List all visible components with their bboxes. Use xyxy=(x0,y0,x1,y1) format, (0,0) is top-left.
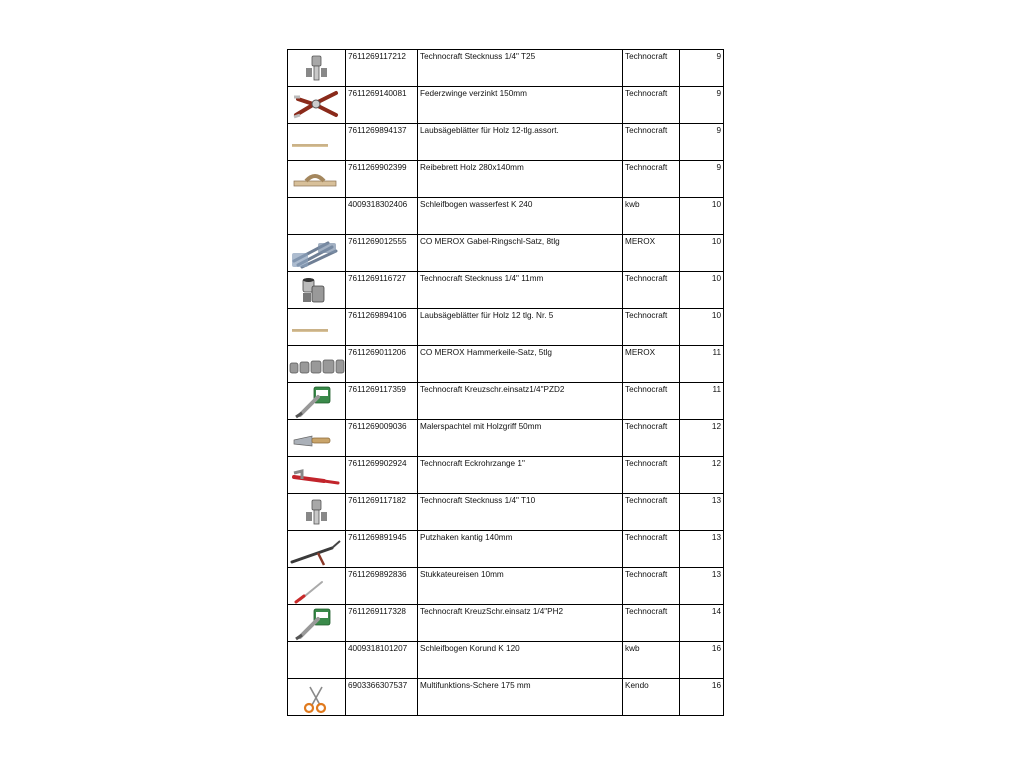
product-image-cell xyxy=(288,679,346,716)
table-row xyxy=(288,457,724,494)
socket-bit-icon xyxy=(288,494,345,530)
product-name-text: Reibebrett Holz 280x140mm xyxy=(420,163,524,172)
product-name-cell xyxy=(418,679,623,716)
quantity-cell xyxy=(680,235,724,272)
brand-cell xyxy=(623,605,680,642)
brand-cell xyxy=(623,679,680,716)
product-name-cell xyxy=(418,457,623,494)
quantity-cell xyxy=(680,346,724,383)
product-name-cell xyxy=(418,346,623,383)
product-image-cell xyxy=(288,494,346,531)
product-name-cell xyxy=(418,235,623,272)
ean-text: 7611269892836 xyxy=(348,570,407,579)
brand-text: Technocraft xyxy=(625,422,668,431)
ean-cell xyxy=(346,161,418,198)
quantity-cell xyxy=(680,198,724,235)
table-row xyxy=(288,87,724,124)
brand-cell xyxy=(623,309,680,346)
socket-icon xyxy=(288,272,345,308)
brand-text: Technocraft xyxy=(625,570,668,579)
product-image-cell xyxy=(288,124,346,161)
product-name-text: Technocraft KreuzSchr.einsatz 1/4"PH2 xyxy=(420,607,564,616)
saw-blade-icon xyxy=(288,309,345,345)
table-row xyxy=(288,642,724,679)
product-name-text: Federzwinge verzinkt 150mm xyxy=(420,89,527,98)
product-name-cell xyxy=(418,383,623,420)
socket-bit-icon xyxy=(288,50,345,86)
screwdriver-bit-icon xyxy=(288,383,345,419)
quantity-cell xyxy=(680,457,724,494)
table-row xyxy=(288,198,724,235)
quantity-text: 10 xyxy=(711,200,721,209)
brand-cell xyxy=(623,346,680,383)
quantity-text: 13 xyxy=(711,570,721,579)
brand-text: Kendo xyxy=(625,681,649,690)
quantity-text: 11 xyxy=(712,385,721,394)
table-row xyxy=(288,605,724,642)
ean-text: 7611269894106 xyxy=(348,311,407,320)
brand-text: MEROX xyxy=(625,237,656,246)
ean-text: 7611269012555 xyxy=(348,237,407,246)
product-name-cell xyxy=(418,272,623,309)
quantity-cell xyxy=(680,272,724,309)
quantity-cell xyxy=(680,531,724,568)
product-name-cell xyxy=(418,605,623,642)
quantity-cell xyxy=(680,161,724,198)
product-name-text: Laubsägeblätter für Holz 12-tlg.assort. xyxy=(420,126,559,135)
quantity-text: 9 xyxy=(716,126,721,135)
quantity-cell xyxy=(680,124,724,161)
product-name-text: CO MEROX Hammerkeile-Satz, 5tlg xyxy=(420,348,552,357)
quantity-cell xyxy=(680,87,724,124)
ean-text: 7611269117182 xyxy=(348,496,406,505)
product-name-text: Technocraft Kreuzschr.einsatz1/4"PZD2 xyxy=(420,385,565,394)
ean-cell xyxy=(346,568,418,605)
product-image-cell xyxy=(288,235,346,272)
brand-cell xyxy=(623,642,680,679)
ean-cell xyxy=(346,50,418,87)
table-row xyxy=(288,420,724,457)
product-image-cell xyxy=(288,642,346,679)
table-row xyxy=(288,124,724,161)
saw-blade-icon xyxy=(288,124,345,160)
ean-text: 6903366307537 xyxy=(348,681,408,690)
ean-cell xyxy=(346,272,418,309)
brand-text: MEROX xyxy=(625,348,656,357)
ean-cell xyxy=(346,605,418,642)
ean-cell xyxy=(346,346,418,383)
quantity-text: 10 xyxy=(711,311,721,320)
product-name-cell xyxy=(418,50,623,87)
table-row xyxy=(288,346,724,383)
quantity-text: 13 xyxy=(711,533,721,542)
brand-cell xyxy=(623,87,680,124)
quantity-cell xyxy=(680,383,724,420)
product-name-text: CO MEROX Gabel-Ringschl-Satz, 8tlg xyxy=(420,237,560,246)
quantity-cell xyxy=(680,605,724,642)
float-board-icon xyxy=(288,161,345,197)
ean-cell xyxy=(346,124,418,161)
product-name-text: Technocraft Stecknuss 1/4" T25 xyxy=(420,52,536,61)
ean-cell xyxy=(346,494,418,531)
ean-text: 7611269891945 xyxy=(348,533,407,542)
table-row xyxy=(288,383,724,420)
cleaning-hook-icon xyxy=(288,531,345,567)
product-name-text: Laubsägeblätter für Holz 12 tlg. Nr. 5 xyxy=(420,311,554,320)
product-image-cell xyxy=(288,568,346,605)
brand-text: Technocraft xyxy=(625,607,668,616)
putty-knife-icon xyxy=(288,420,345,456)
product-name-text: Technocraft Stecknuss 1/4" 11mm xyxy=(420,274,544,283)
ean-text: 7611269140081 xyxy=(348,89,407,98)
ean-text: 7611269011206 xyxy=(348,348,406,357)
table-row xyxy=(288,568,724,605)
table-row xyxy=(288,679,724,716)
wrench-set-icon xyxy=(288,235,345,271)
ean-text: 4009318101207 xyxy=(348,644,408,653)
quantity-cell xyxy=(680,642,724,679)
brand-text: Technocraft xyxy=(625,385,668,394)
quantity-cell xyxy=(680,50,724,87)
product-image-cell xyxy=(288,457,346,494)
product-image-cell xyxy=(288,309,346,346)
product-name-text: Putzhaken kantig 140mm xyxy=(420,533,513,542)
ean-text: 7611269116727 xyxy=(348,274,406,283)
ean-text: 7611269902924 xyxy=(348,459,407,468)
brand-cell xyxy=(623,235,680,272)
table-row xyxy=(288,272,724,309)
product-name-text: Technocraft Stecknuss 1/4" T10 xyxy=(420,496,536,505)
quantity-text: 10 xyxy=(711,274,721,283)
ean-cell xyxy=(346,309,418,346)
brand-cell xyxy=(623,124,680,161)
product-name-cell xyxy=(418,531,623,568)
ean-cell xyxy=(346,198,418,235)
brand-cell xyxy=(623,198,680,235)
table-row xyxy=(288,494,724,531)
ean-text: 7611269117328 xyxy=(348,607,406,616)
product-name-text: Stukkateureisen 10mm xyxy=(420,570,504,579)
product-image-cell xyxy=(288,605,346,642)
brand-cell xyxy=(623,457,680,494)
brand-cell xyxy=(623,161,680,198)
product-image-cell xyxy=(288,383,346,420)
product-image-cell xyxy=(288,87,346,124)
ean-cell xyxy=(346,531,418,568)
quantity-cell xyxy=(680,420,724,457)
product-name-cell xyxy=(418,161,623,198)
quantity-text: 9 xyxy=(716,89,721,98)
product-name-text: Technocraft Eckrohrzange 1" xyxy=(420,459,525,468)
brand-cell xyxy=(623,383,680,420)
product-name-cell xyxy=(418,124,623,161)
table-row xyxy=(288,235,724,272)
quantity-cell xyxy=(680,568,724,605)
product-name-cell xyxy=(418,420,623,457)
brand-cell xyxy=(623,272,680,309)
ean-cell xyxy=(346,457,418,494)
ean-text: 7611269117359 xyxy=(348,385,406,394)
plaster-tool-icon xyxy=(288,568,345,604)
product-name-cell xyxy=(418,494,623,531)
brand-text: kwb xyxy=(625,644,640,653)
quantity-text: 11 xyxy=(712,348,721,357)
table-row xyxy=(288,531,724,568)
brand-cell xyxy=(623,531,680,568)
product-image-cell xyxy=(288,346,346,383)
ean-cell xyxy=(346,642,418,679)
quantity-cell xyxy=(680,309,724,346)
product-image-cell xyxy=(288,161,346,198)
ean-text: 7611269902399 xyxy=(348,163,407,172)
brand-cell xyxy=(623,420,680,457)
brand-text: Technocraft xyxy=(625,163,668,172)
product-name-cell xyxy=(418,87,623,124)
product-name-text: Schleifbogen Korund K 120 xyxy=(420,644,520,653)
product-image-cell xyxy=(288,198,346,235)
quantity-cell xyxy=(680,679,724,716)
brand-text: Technocraft xyxy=(625,311,668,320)
product-name-text: Schleifbogen wasserfest K 240 xyxy=(420,200,533,209)
spring-clamp-icon xyxy=(288,87,345,123)
brand-text: Technocraft xyxy=(625,459,668,468)
ean-text: 7611269117212 xyxy=(348,52,406,61)
brand-text: Technocraft xyxy=(625,126,668,135)
brand-text: kwb xyxy=(625,200,640,209)
pipe-wrench-icon xyxy=(288,457,345,493)
wedge-set-icon xyxy=(288,346,345,382)
quantity-text: 9 xyxy=(716,52,721,61)
ean-cell xyxy=(346,383,418,420)
brand-cell xyxy=(623,494,680,531)
product-name-cell xyxy=(418,568,623,605)
quantity-text: 10 xyxy=(711,237,721,246)
quantity-text: 14 xyxy=(711,607,721,616)
product-image-cell xyxy=(288,420,346,457)
product-name-text: Multifunktions-Schere 175 mm xyxy=(420,681,531,690)
table-row xyxy=(288,50,724,87)
table-row xyxy=(288,309,724,346)
product-name-text: Malerspachtel mit Holzgriff 50mm xyxy=(420,422,542,431)
ean-text: 4009318302406 xyxy=(348,200,408,209)
quantity-text: 16 xyxy=(711,681,721,690)
inventory-table-body xyxy=(288,50,724,716)
product-image-cell xyxy=(288,272,346,309)
ean-cell xyxy=(346,87,418,124)
ean-text: 7611269894137 xyxy=(348,126,407,135)
quantity-text: 12 xyxy=(711,459,721,468)
product-name-cell xyxy=(418,642,623,679)
inventory-table xyxy=(287,49,724,716)
brand-text: Technocraft xyxy=(625,89,668,98)
quantity-text: 9 xyxy=(716,163,721,172)
scissors-icon xyxy=(288,679,345,715)
table-row xyxy=(288,161,724,198)
screwdriver-bit-icon xyxy=(288,605,345,641)
ean-cell xyxy=(346,679,418,716)
product-name-cell xyxy=(418,198,623,235)
quantity-cell xyxy=(680,494,724,531)
brand-text: Technocraft xyxy=(625,533,668,542)
brand-text: Technocraft xyxy=(625,52,668,61)
brand-cell xyxy=(623,50,680,87)
ean-cell xyxy=(346,235,418,272)
ean-text: 7611269009036 xyxy=(348,422,407,431)
product-image-cell xyxy=(288,50,346,87)
product-image-cell xyxy=(288,531,346,568)
brand-text: Technocraft xyxy=(625,496,668,505)
quantity-text: 16 xyxy=(711,644,721,653)
quantity-text: 12 xyxy=(711,422,721,431)
product-name-cell xyxy=(418,309,623,346)
brand-cell xyxy=(623,568,680,605)
brand-text: Technocraft xyxy=(625,274,668,283)
ean-cell xyxy=(346,420,418,457)
quantity-text: 13 xyxy=(711,496,721,505)
